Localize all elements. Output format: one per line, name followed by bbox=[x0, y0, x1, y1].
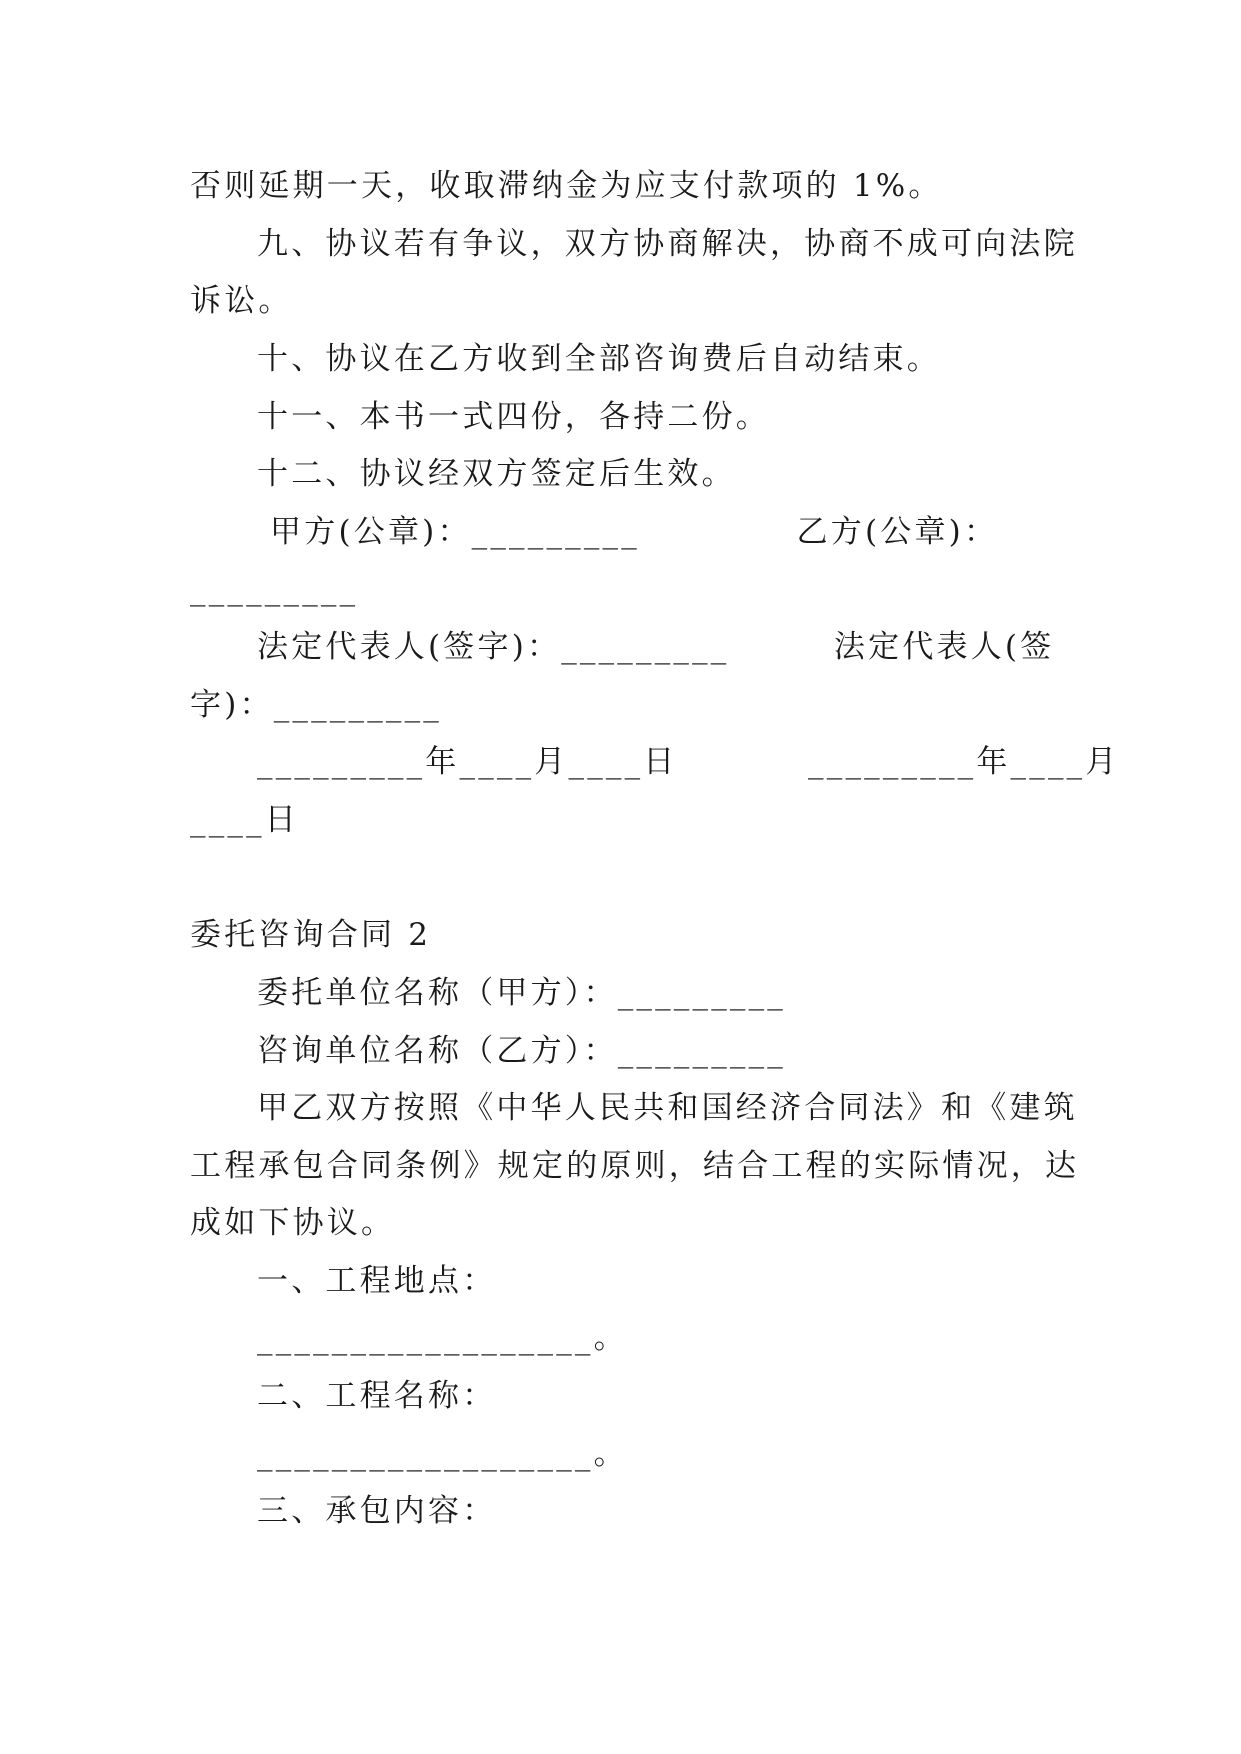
legal-rep-line: 法定代表人(签字)：_________ 法定代表人(签 bbox=[257, 629, 1055, 665]
text-line-6: 十二、协议经双方签定后生效。 bbox=[257, 456, 736, 492]
project-location-blank: __________________。 bbox=[257, 1320, 628, 1356]
signature-line-cont: _________ bbox=[190, 571, 359, 607]
date-line-cont: ____日 bbox=[190, 802, 299, 838]
project-location-label: 一、工程地点： bbox=[257, 1263, 497, 1299]
text-line-3: 诉讼。 bbox=[190, 283, 293, 319]
text-line-1: 否则延期一天，收取滞纳金为应支付款项的 1%。 bbox=[190, 168, 943, 204]
section-title: 委托咨询合同 2 bbox=[190, 917, 432, 953]
client-name-line: 委托单位名称（甲方）：_________ bbox=[257, 975, 786, 1011]
consultant-name-line: 咨询单位名称（乙方）：_________ bbox=[257, 1033, 786, 1069]
text-line-4: 十、协议在乙方收到全部咨询费后自动结束。 bbox=[257, 341, 941, 377]
date-line: _________年____月____日 _________年____月 bbox=[257, 744, 1120, 780]
signature-line-party-a: 甲方(公章)：_________ 乙方(公章)： bbox=[257, 514, 999, 550]
text-line-2: 九、协议若有争议，双方协商解决，协商不成可向法院 bbox=[257, 226, 1078, 262]
project-name-blank: __________________。 bbox=[257, 1436, 628, 1472]
text-line-17: 工程承包合同条例》规定的原则，结合工程的实际情况，达 bbox=[190, 1148, 1080, 1184]
legal-rep-line-cont: 字)：_________ bbox=[190, 687, 442, 723]
text-line-16: 甲乙双方按照《中华人民共和国经济合同法》和《建筑 bbox=[257, 1090, 1078, 1126]
contract-content-label: 三、承包内容： bbox=[257, 1493, 497, 1529]
project-name-label: 二、工程名称： bbox=[257, 1378, 497, 1414]
text-line-5: 十一、本书一式四份，各持二份。 bbox=[257, 399, 770, 435]
text-line-18: 成如下协议。 bbox=[190, 1205, 396, 1241]
